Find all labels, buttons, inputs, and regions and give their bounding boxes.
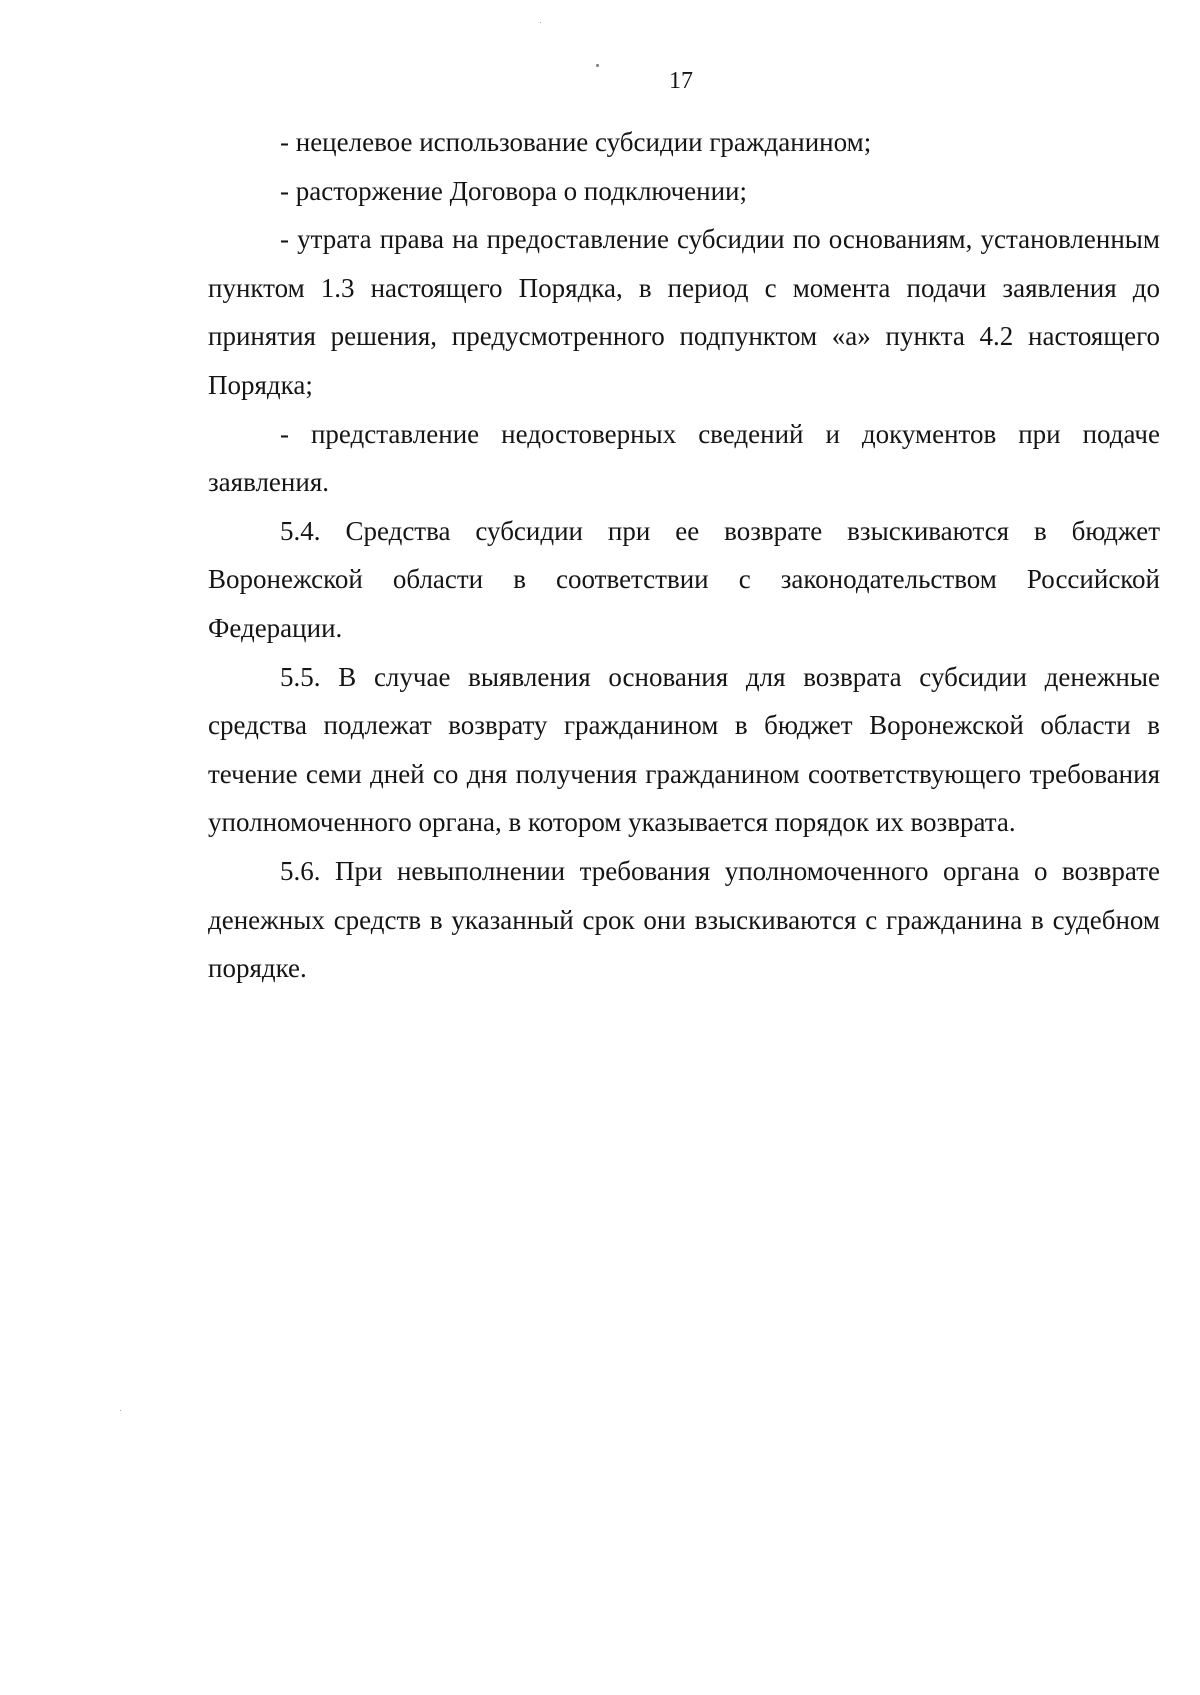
document-body [208, 118, 1160, 993]
page-number: 17 [669, 68, 693, 94]
scan-speck [540, 22, 541, 23]
clause-5-6: 5.6. При невыполнении требования уполномоченного органа о возврате денежных средств в указанный срок они взыскиваются с гражданина в судебном порядке. [208, 855, 1160, 984]
list-item-misuse: - нецелевое использование субсидии гражданином; [280, 127, 872, 157]
list-item-termination: - расторжение Договора о подключении; [280, 175, 747, 206]
list-item-false-info: - представление недостоверных сведений и документов при подаче заявления. [208, 418, 1160, 498]
clause-5-5: 5.5. В случае выявления основания для возврата субсидии денежные средства подлежат возврату гражданином в бюджет Воронежской области в течение семи дней со дня получения гражданином соответствующего требования уполномоченного органа, в котором указывается порядок их возврата. [208, 661, 1160, 838]
list-item-loss-of-right: - утрата права на предоставление субсидии по основаниям, установленным пунктом 1.3 настоящего Порядка, в период с момента подачи заявления до принятия решения, предусмотренного подпунктом «а» пункта 4.2 настоящего Порядка; [208, 224, 1160, 400]
clause-5-4: 5.4. Средства субсидии при ее возврате взыскиваются в бюджет Воронежской области в соответствии с законодательством Российской Федерации. [208, 515, 1160, 643]
scan-speck [120, 1410, 121, 1411]
